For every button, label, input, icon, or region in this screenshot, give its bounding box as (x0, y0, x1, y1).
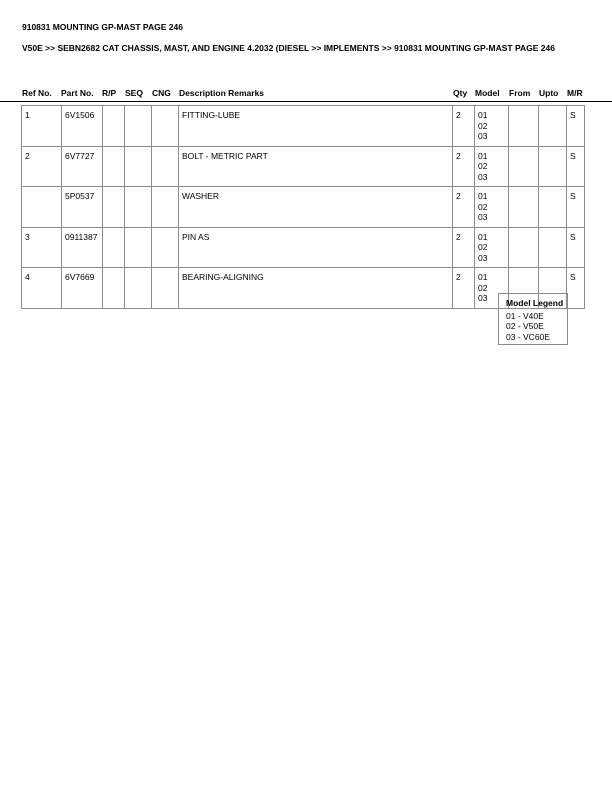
cell-desc: BEARING-ALIGNING (179, 268, 453, 309)
model-code: 02 (478, 120, 488, 131)
table-header (22, 88, 590, 100)
cell-mr: S (567, 187, 585, 228)
cell-rp (103, 268, 125, 309)
model-legend (498, 293, 568, 345)
cell-seq (125, 227, 152, 268)
cell-seq (125, 268, 152, 309)
cell-mr: S (567, 146, 585, 187)
cell-desc: WASHER (179, 187, 453, 228)
col-header-part: Part No. (61, 88, 94, 98)
table-row (22, 227, 585, 268)
cell-qty: 2 (453, 106, 475, 147)
table-row (22, 106, 585, 147)
col-header-from: From (509, 88, 531, 98)
legend-item: 03 - VC60E (506, 331, 550, 342)
parts-table (21, 105, 585, 309)
col-header-model: Model (475, 88, 500, 98)
model-code: 03 (478, 212, 488, 222)
cell-mr: S (567, 106, 585, 147)
cell-qty: 2 (453, 227, 475, 268)
model-code: 01 (478, 231, 488, 242)
col-header-seq: SEQ (125, 88, 143, 98)
cell-part: 5P0537 (62, 187, 103, 228)
cell-qty: 2 (453, 187, 475, 228)
cell-mr: S (567, 268, 585, 309)
model-code: 01 (478, 191, 488, 201)
cell-desc: BOLT - METRIC PART (179, 146, 453, 187)
cell-part: 6V7669 (62, 268, 103, 309)
col-header-mr: M/R (567, 88, 583, 98)
cell-models (475, 227, 509, 268)
col-header-cng: CNG (152, 88, 171, 98)
legend-item: 02 - V50E (506, 321, 544, 331)
model-code: 02 (478, 161, 488, 171)
model-code: 03 (478, 293, 488, 303)
model-code: 01 (478, 110, 488, 120)
cell-cng (152, 106, 179, 147)
cell-rp (103, 227, 125, 268)
table-row (22, 146, 585, 187)
cell-models (475, 146, 509, 187)
cell-cng (152, 146, 179, 187)
col-header-qty: Qty (453, 88, 468, 98)
cell-ref: 3 (22, 227, 62, 268)
page-title: 910831 MOUNTING GP-MAST PAGE 246 (22, 22, 183, 32)
col-header-desc: Description Remarks (179, 88, 265, 98)
cell-upto (539, 227, 567, 268)
cell-upto (539, 106, 567, 147)
cell-rp (103, 187, 125, 228)
cell-from (509, 187, 539, 228)
model-code: 01 (478, 150, 488, 161)
col-header-ref: Ref No. (22, 88, 52, 98)
cell-part: 6V7727 (62, 146, 103, 187)
cell-seq (125, 106, 152, 147)
cell-rp (103, 106, 125, 147)
legend-title: Model Legend (506, 298, 564, 308)
model-code: 01 (478, 272, 488, 282)
model-code: 02 (478, 242, 488, 252)
cell-cng (152, 187, 179, 228)
cell-cng (152, 268, 179, 309)
cell-from (509, 146, 539, 187)
cell-mr: S (567, 227, 585, 268)
model-code: 03 (478, 131, 488, 141)
breadcrumb: V50E >> SEBN2682 CAT CHASSIS, MAST, AND ENGINE 4.2032 (DIESEL >> IMPLEMENTS >> 910831 MOUNTING GP-MAST PAGE 246 (22, 43, 555, 53)
cell-models (475, 106, 509, 147)
cell-models (475, 187, 509, 228)
cell-part: 6V1506 (62, 106, 103, 147)
cell-upto (539, 187, 567, 228)
cell-desc: PIN AS (179, 227, 453, 268)
model-code: 03 (478, 171, 488, 182)
cell-ref (22, 187, 62, 228)
cell-ref: 2 (22, 146, 62, 187)
cell-seq (125, 187, 152, 228)
cell-seq (125, 146, 152, 187)
legend-item: 01 - V40E (506, 310, 544, 321)
model-code: 02 (478, 282, 488, 293)
cell-part: 0911387 (62, 227, 103, 268)
model-code: 03 (478, 252, 488, 263)
cell-ref: 4 (22, 268, 62, 309)
cell-rp (103, 146, 125, 187)
cell-from (509, 106, 539, 147)
cell-desc: FITTING-LUBE (179, 106, 453, 147)
header-divider (0, 101, 612, 102)
cell-cng (152, 227, 179, 268)
cell-qty: 2 (453, 268, 475, 309)
col-header-upto: Upto (539, 88, 559, 98)
col-header-rp: R/P (102, 88, 117, 98)
model-code: 02 (478, 201, 488, 212)
cell-from (509, 227, 539, 268)
cell-upto (539, 146, 567, 187)
cell-qty: 2 (453, 146, 475, 187)
table-row (22, 187, 585, 228)
cell-ref: 1 (22, 106, 62, 147)
